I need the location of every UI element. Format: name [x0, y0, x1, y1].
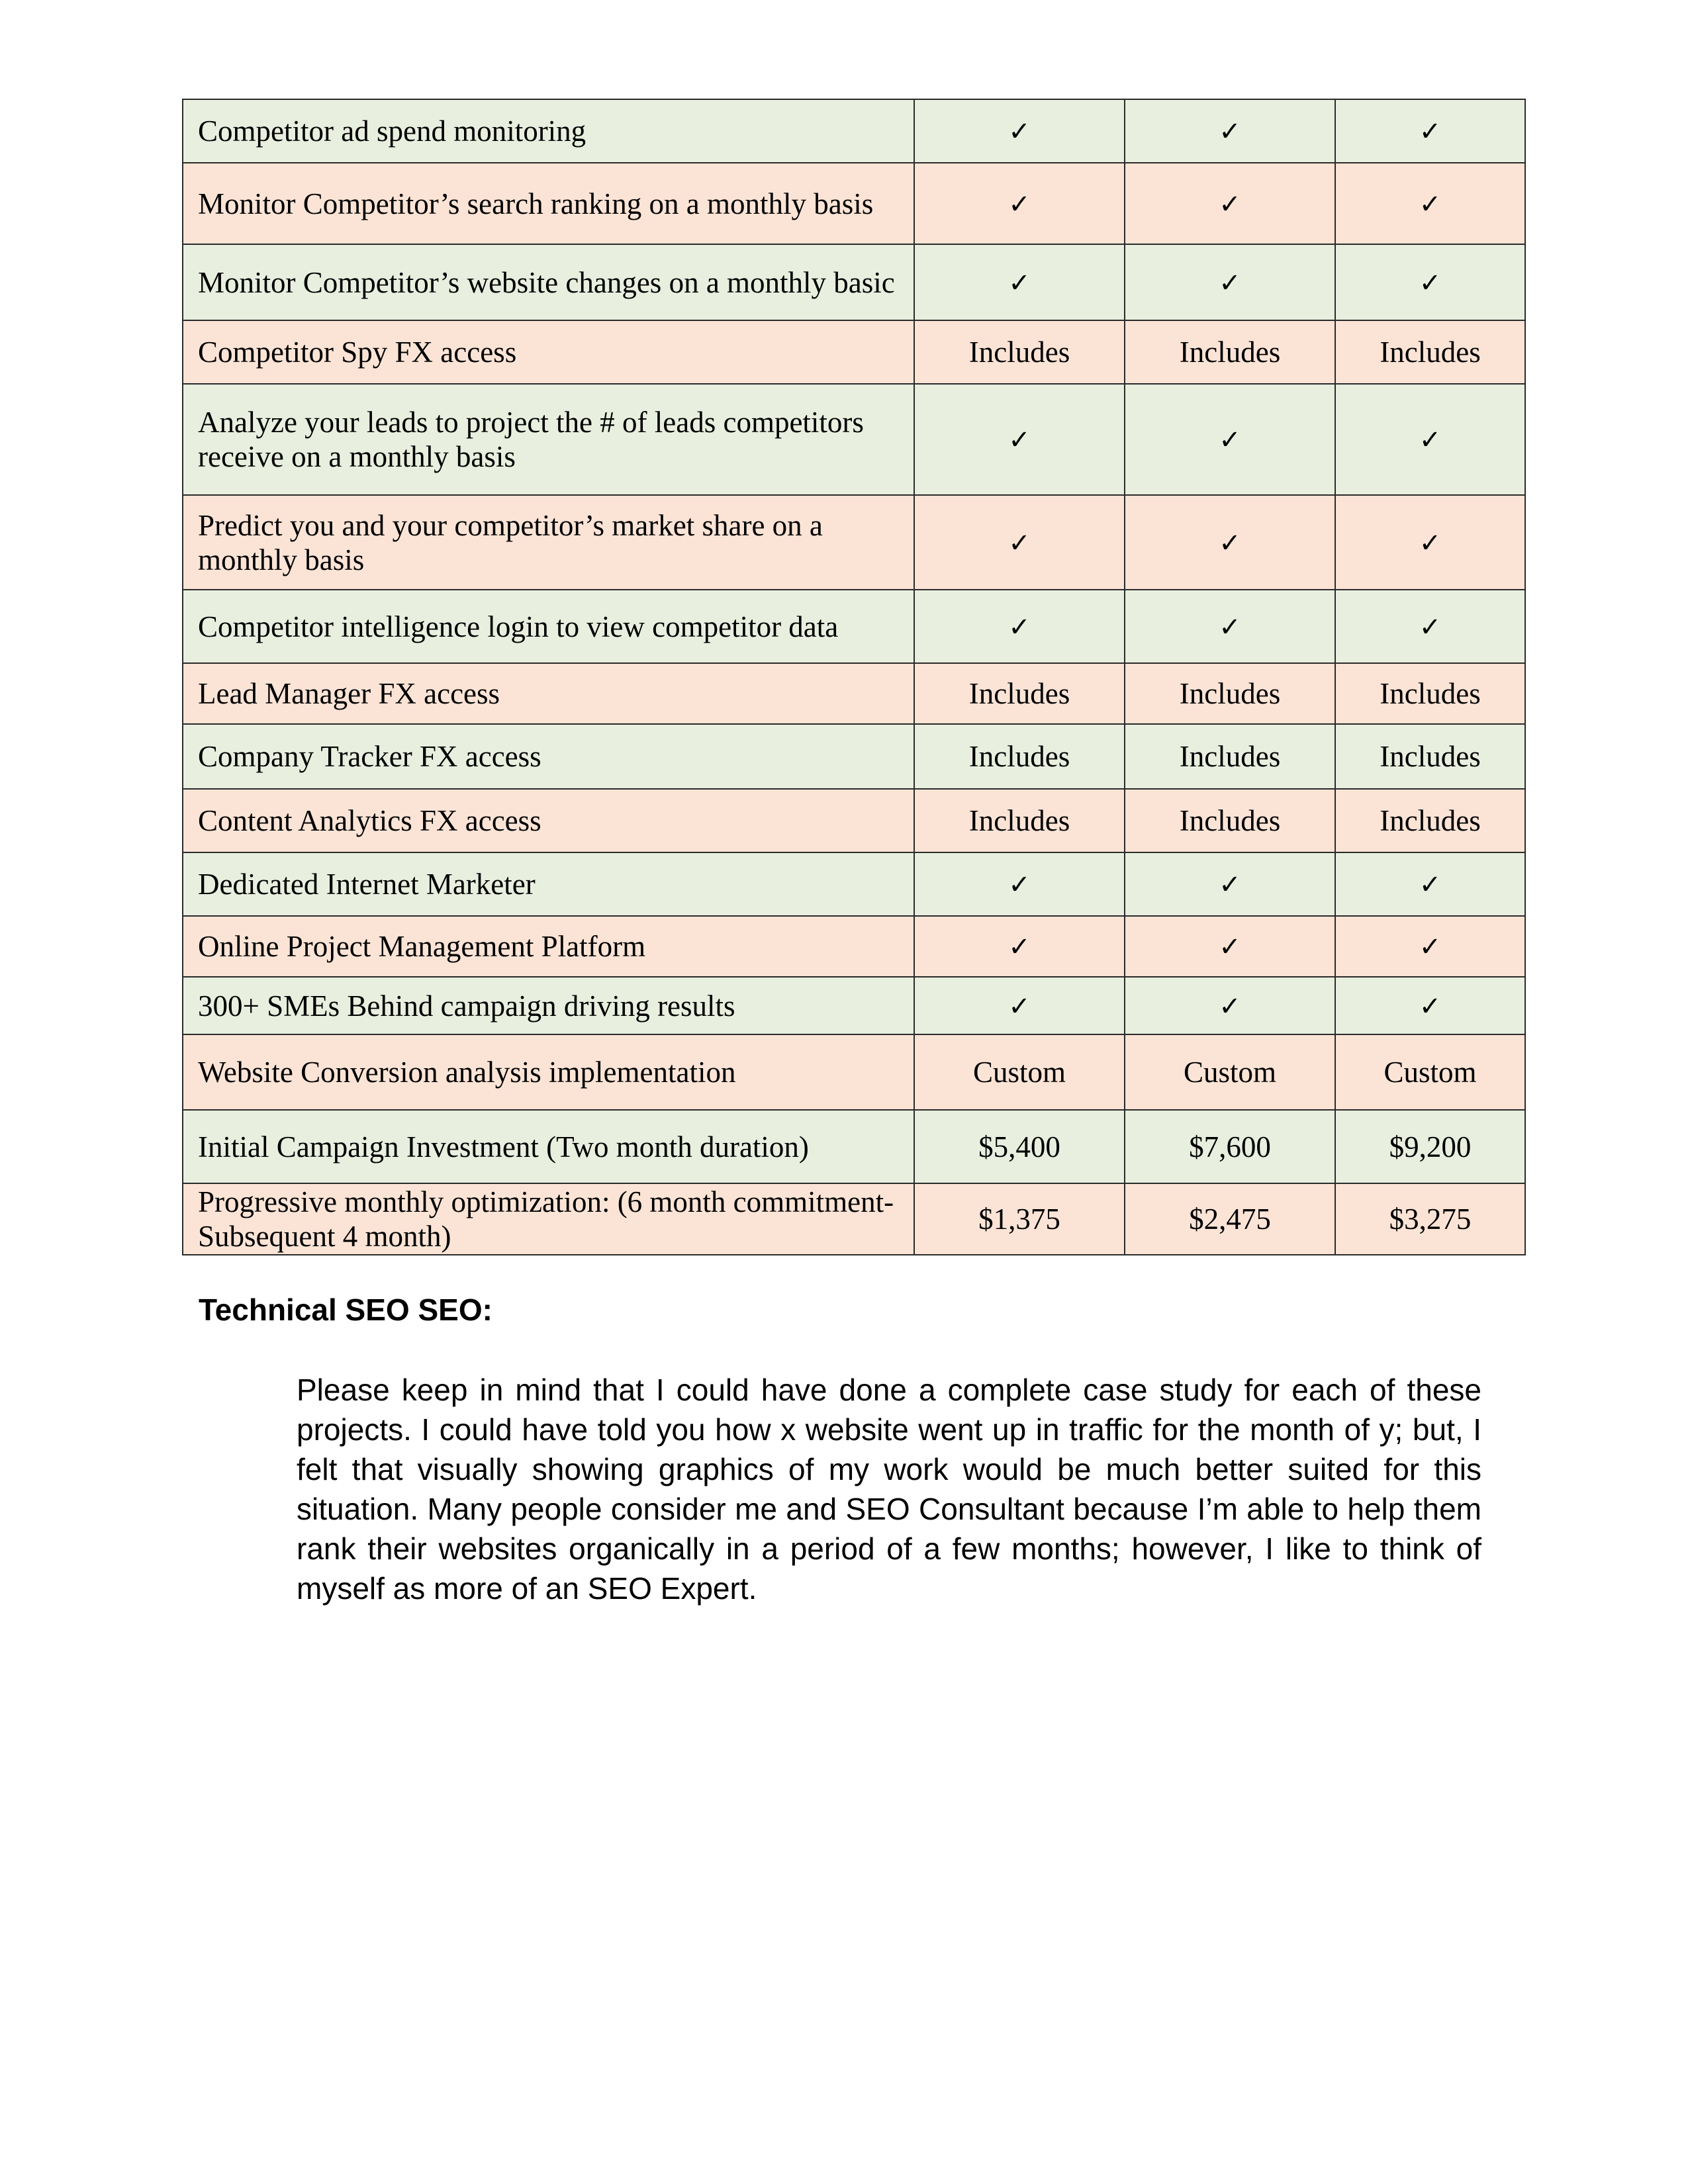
- plan-3-price: $3,275: [1335, 1183, 1525, 1255]
- check-mark-icon: ✓: [1219, 612, 1241, 643]
- check-mark-icon: ✓: [1008, 267, 1031, 298]
- feature-cell: 300+ SMEs Behind campaign driving results: [183, 977, 914, 1034]
- feature-cell: Competitor intelligence login to view competitor data: [183, 590, 914, 663]
- plan-3-cell: Includes: [1335, 724, 1525, 789]
- plan-3-cell: [1335, 590, 1525, 663]
- check-mark-icon: ✓: [1008, 425, 1031, 455]
- check-mark-icon: ✓: [1008, 932, 1031, 962]
- plan-2-cell: [1125, 99, 1335, 163]
- check-mark-icon: ✓: [1008, 612, 1031, 643]
- feature-cell: Content Analytics FX access: [183, 789, 914, 852]
- table-row: [183, 1110, 1525, 1183]
- plan-3-cell: Custom: [1335, 1034, 1525, 1110]
- plan-1-cell: [914, 163, 1125, 244]
- feature-cell: Progressive monthly optimization: (6 month commitment- Subsequent 4 month): [183, 1183, 914, 1255]
- pricing-comparison-table: [182, 99, 1526, 1255]
- plan-1-cell: [914, 99, 1125, 163]
- feature-cell: Competitor ad spend monitoring: [183, 99, 914, 163]
- table-row: [183, 663, 1525, 724]
- table-row: [183, 384, 1525, 495]
- plan-1-price: $5,400: [914, 1110, 1125, 1183]
- check-mark-icon: ✓: [1219, 870, 1241, 900]
- table-row: [183, 724, 1525, 789]
- plan-3-cell: Includes: [1335, 320, 1525, 384]
- check-mark-icon: ✓: [1219, 527, 1241, 559]
- check-mark-icon: ✓: [1419, 425, 1442, 455]
- feature-cell: Lead Manager FX access: [183, 663, 914, 724]
- table-row: [183, 244, 1525, 320]
- plan-1-cell: Includes: [914, 663, 1125, 724]
- check-mark-icon: ✓: [1219, 932, 1241, 962]
- plan-2-price: $2,475: [1125, 1183, 1335, 1255]
- plan-1-cell: [914, 977, 1125, 1034]
- check-mark-icon: ✓: [1419, 991, 1442, 1022]
- plan-1-cell: [914, 852, 1125, 916]
- plan-2-cell: [1125, 495, 1335, 590]
- plan-1-cell: Includes: [914, 789, 1125, 852]
- plan-1-price: $1,375: [914, 1183, 1125, 1255]
- check-mark-icon: ✓: [1419, 612, 1442, 643]
- check-mark-icon: ✓: [1419, 527, 1442, 559]
- check-mark-icon: ✓: [1219, 425, 1241, 455]
- feature-cell: Predict you and your competitor’s market share on a monthly basis: [183, 495, 914, 590]
- feature-cell: Company Tracker FX access: [183, 724, 914, 789]
- table-row: [183, 99, 1525, 163]
- plan-2-cell: Includes: [1125, 724, 1335, 789]
- check-mark-icon: ✓: [1008, 189, 1031, 220]
- plan-1-cell: [914, 244, 1125, 320]
- plan-2-cell: [1125, 163, 1335, 244]
- plan-3-price: $9,200: [1335, 1110, 1525, 1183]
- check-mark-icon: ✓: [1008, 870, 1031, 900]
- feature-cell: Online Project Management Platform: [183, 916, 914, 977]
- check-mark-icon: ✓: [1419, 932, 1442, 962]
- plan-1-cell: Includes: [914, 724, 1125, 789]
- check-mark-icon: ✓: [1219, 991, 1241, 1022]
- plan-2-cell: Includes: [1125, 663, 1335, 724]
- check-mark-icon: ✓: [1008, 527, 1031, 559]
- table-row: [183, 495, 1525, 590]
- check-mark-icon: ✓: [1008, 116, 1031, 147]
- plan-3-cell: Includes: [1335, 789, 1525, 852]
- plan-2-cell: Custom: [1125, 1034, 1335, 1110]
- feature-cell: Analyze your leads to project the # of leads competitors receive on a monthly basis: [183, 384, 914, 495]
- check-mark-icon: ✓: [1419, 870, 1442, 900]
- check-mark-icon: ✓: [1419, 116, 1442, 147]
- plan-1-cell: [914, 916, 1125, 977]
- table-row: [183, 590, 1525, 663]
- check-mark-icon: ✓: [1219, 116, 1241, 147]
- check-mark-icon: ✓: [1419, 267, 1442, 298]
- plan-3-cell: Includes: [1335, 663, 1525, 724]
- plan-3-cell: [1335, 495, 1525, 590]
- plan-1-cell: Includes: [914, 320, 1125, 384]
- table-row: [183, 977, 1525, 1034]
- plan-1-cell: [914, 495, 1125, 590]
- feature-cell: Initial Campaign Investment (Two month duration): [183, 1110, 914, 1183]
- pricing-table-body: [183, 99, 1525, 1255]
- plan-3-cell: [1335, 163, 1525, 244]
- plan-1-cell: Custom: [914, 1034, 1125, 1110]
- check-mark-icon: ✓: [1008, 991, 1031, 1022]
- plan-3-cell: [1335, 99, 1525, 163]
- check-mark-icon: ✓: [1219, 189, 1241, 220]
- feature-cell: Monitor Competitor’s search ranking on a monthly basis: [183, 163, 914, 244]
- plan-2-cell: [1125, 852, 1335, 916]
- table-row: [183, 163, 1525, 244]
- plan-2-cell: [1125, 916, 1335, 977]
- table-row: [183, 916, 1525, 977]
- check-mark-icon: ✓: [1419, 189, 1442, 220]
- table-row: [183, 789, 1525, 852]
- plan-1-cell: [914, 384, 1125, 495]
- plan-3-cell: [1335, 977, 1525, 1034]
- feature-cell: Website Conversion analysis implementation: [183, 1034, 914, 1110]
- plan-2-cell: [1125, 977, 1335, 1034]
- section-heading: Technical SEO SEO:: [199, 1293, 492, 1327]
- body-paragraph: Please keep in mind that I could have done a complete case study for each of these projects. I could have told you how x website went up in traffic for the month of y; but, I felt that visually showing graphics of my work would be much better suited for this situation. Many people consider me and SEO Consultant because I’m able to help them rank their websites organically in a period of a few months; however, I like to think of myself as more of an SEO Expert.: [297, 1373, 1481, 1606]
- plan-2-cell: Includes: [1125, 320, 1335, 384]
- plan-3-cell: [1335, 852, 1525, 916]
- feature-cell: Monitor Competitor’s website changes on a monthly basic: [183, 244, 914, 320]
- table-row: [183, 1034, 1525, 1110]
- plan-3-cell: [1335, 384, 1525, 495]
- plan-2-price: $7,600: [1125, 1110, 1335, 1183]
- table-row: [183, 320, 1525, 384]
- plan-3-cell: [1335, 244, 1525, 320]
- table-row: [183, 1183, 1525, 1255]
- plan-2-cell: [1125, 590, 1335, 663]
- plan-3-cell: [1335, 916, 1525, 977]
- feature-cell: Dedicated Internet Marketer: [183, 852, 914, 916]
- plan-1-cell: [914, 590, 1125, 663]
- plan-2-cell: [1125, 384, 1335, 495]
- feature-cell: Competitor Spy FX access: [183, 320, 914, 384]
- check-mark-icon: ✓: [1219, 267, 1241, 298]
- table-row: [183, 852, 1525, 916]
- plan-2-cell: Includes: [1125, 789, 1335, 852]
- plan-2-cell: [1125, 244, 1335, 320]
